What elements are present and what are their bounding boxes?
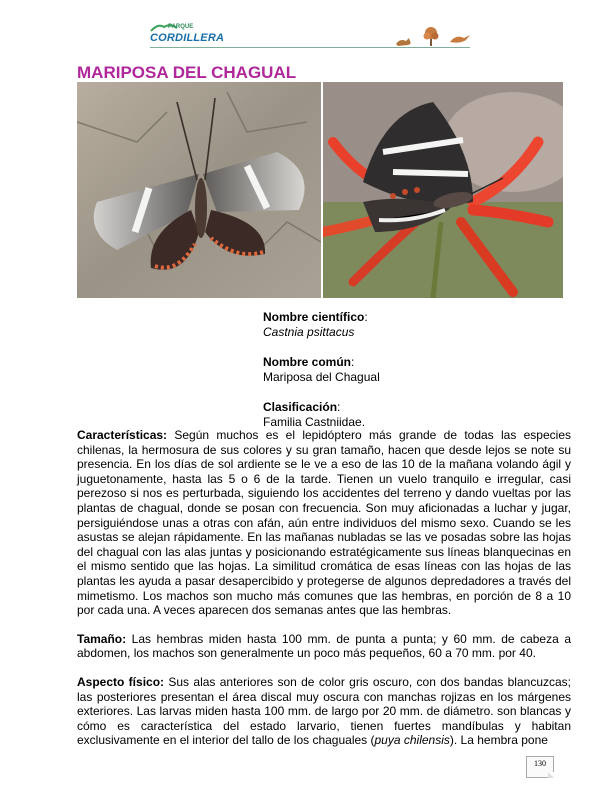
scientific-name-value: Castnia psittacus: [263, 325, 355, 339]
characteristics-paragraph: Características: Según muchos es el lepidóptero más grande de todas las especies chilenas, la hermosura de sus colores y su gran tamaño, hacen que desde lejos se note su presencia. En los días de sol ardiente se le ve a eso de las 10 de la mañana volando ágil y juguetonamente, hasta las 5 o 6 de la tarde. Tienen un vuelo tranquilo e irregular, casi perezoso si nos es perturbada, siguiendo los accidentes del terreno y dando vueltas por las plantas de chagual, donde se posan con frecuencia. Son muy aficionadas a luchar y jugar, persiguiéndose unas a otras con afán, aún entre individuos del mismo sexo. Cuando se les asustas se alejan rápidamente. En las mañanas nubladas se las ve posadas sobre las hojas del chagual con las alas juntas y posicionando estratégicamente sus líneas blanquecinas en el mismo sentido que las hojas. La similitud cromática de esas líneas con las hojas de las plantas les ayuda a pasar desapercibido y protegerse de algunos depredadores a través del mimetismo. Los machos son mucho más comunes que las hembras, en porción de 8 a 10 por cada una. A veces aparecen dos semanas antes que las hembras.: [77, 428, 571, 618]
wildlife-silhouettes-icon: [390, 24, 480, 50]
classification-label: Clasificación:: [263, 400, 341, 414]
common-name-label: Nombre común:: [263, 355, 355, 369]
appearance-paragraph: Aspecto físico: Sus alas anteriores son de color gris oscuro, con dos bandas blancuzcas; las posteriores presentan el área discal muy oscura con manchas rojizas en los márgenes exteriores. Las larvas miden hasta 100 mm. de largo por 20 mm. de diámetro. son blancas y cómo es característica del estado larvario, tienen fuertes mandíbulas y habitan exclusivamente en el interior del tallo de los chaguales (puya chilensis). La hembra pone: [77, 674, 572, 748]
common-name-value: Mariposa del Chagual: [263, 370, 380, 384]
size-paragraph: Tamaño: Las hembras miden hasta 100 mm. de punta a punta; y 60 mm. de cabeza a abdomen, los machos son generalmente un poco más pequeños, 60 a 70 mm. por 40.: [77, 631, 571, 661]
page-number: 130: [526, 756, 554, 778]
description-body: [77, 428, 571, 762]
species-info: [263, 310, 563, 430]
logo-park-text: PARQUE: [168, 24, 194, 30]
classification-value: Familia Castniidae.: [263, 415, 366, 429]
park-logo: [150, 24, 230, 48]
page-title: MARIPOSA DEL CHAGUAL: [77, 63, 297, 82]
butterfly-on-flower-photo: [323, 82, 563, 298]
scientific-name-label: Nombre científico:: [263, 310, 368, 324]
butterfly-on-rock-photo: [77, 82, 321, 298]
logo-name-text: CORDILLERA: [150, 32, 225, 44]
